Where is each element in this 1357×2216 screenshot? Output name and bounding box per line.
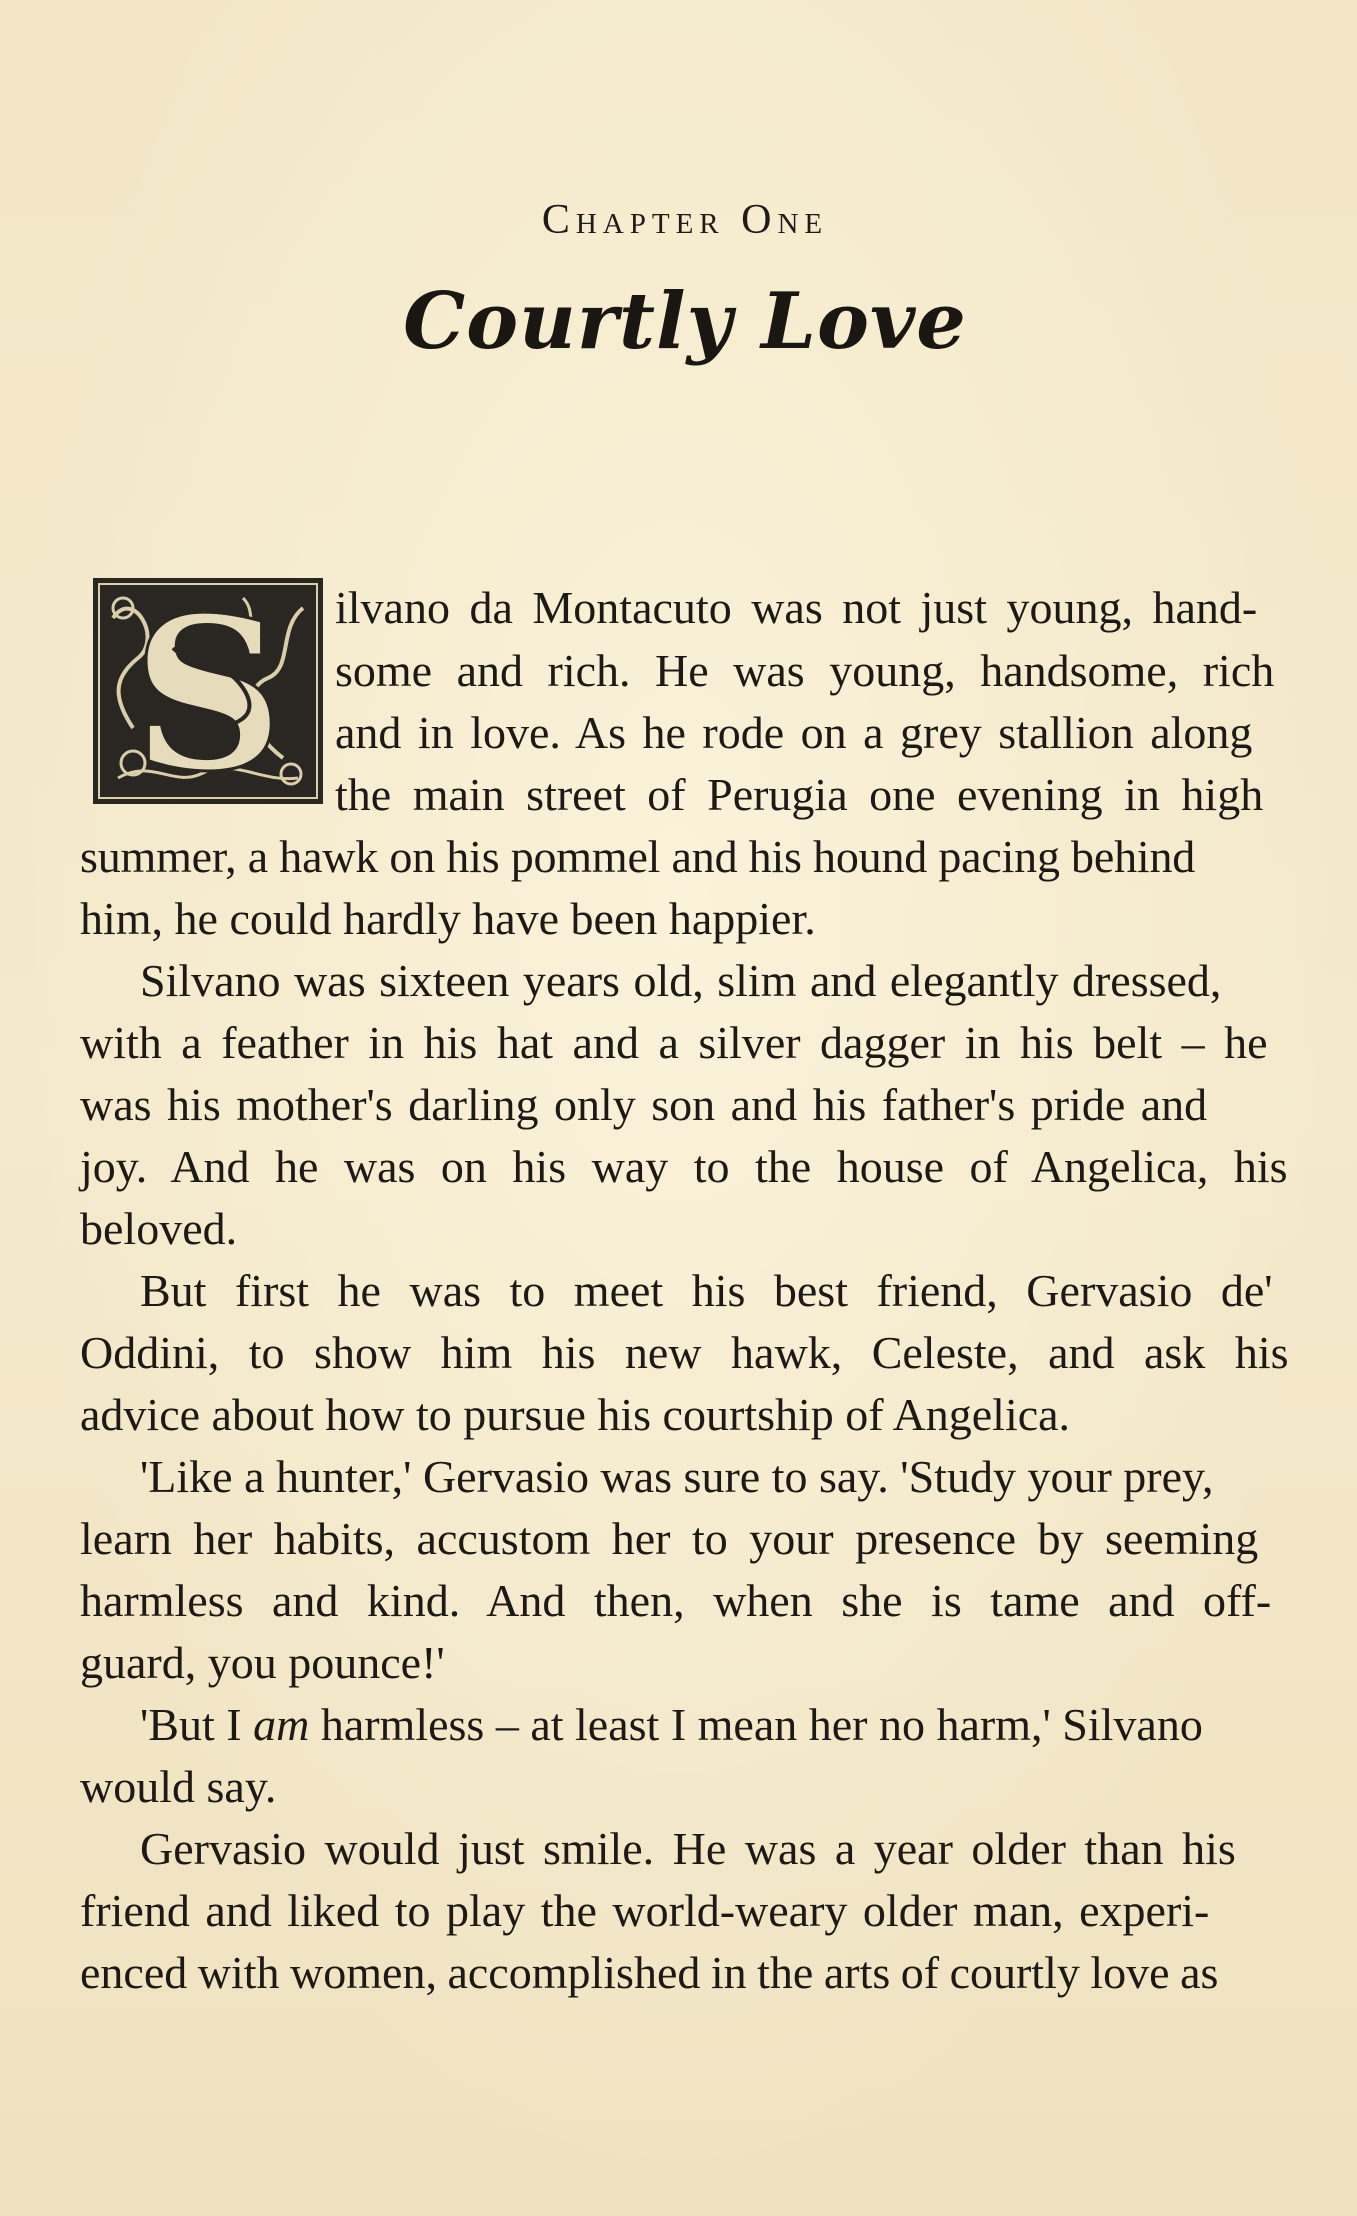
- text-line-3: and in love. As he rode on a grey stallion along: [335, 707, 1253, 758]
- text-line-14: advice about how to pursue his courtship of Angelica.: [80, 1389, 1071, 1440]
- chapter-label: Chapter One: [541, 197, 829, 243]
- text-line-19-start: 'But I: [140, 1699, 254, 1750]
- text-line-5: summer, a hawk on his pommel and his hound pacing behind: [80, 831, 1196, 882]
- text-line-7: Silvano was sixteen years old, slim and elegantly dressed,: [140, 955, 1222, 1006]
- dropcap-letter: S: [132, 578, 284, 804]
- text-line-1: ilvano da Montacuto was not just young, hand-: [335, 582, 1258, 633]
- text-line-23: enced with women, accomplished in the arts of courtly love as: [80, 1947, 1219, 1998]
- illuminated-initial-s-icon: [93, 578, 323, 804]
- text-line-21: Gervasio would just smile. He was a year older than his: [140, 1823, 1236, 1874]
- text-line-19-emphasis: am: [253, 1699, 310, 1750]
- text-line-4: the main street of Perugia one evening in high: [335, 769, 1264, 820]
- chapter-title: Courtly Love: [403, 276, 967, 367]
- text-line-2: some and rich. He was young, handsome, rich: [335, 645, 1275, 696]
- text-line-9: was his mother's darling only son and his father's pride and: [80, 1079, 1208, 1130]
- text-line-12: But first he was to meet his best friend, Gervasio de': [140, 1265, 1273, 1316]
- text-line-18: guard, you pounce!': [80, 1637, 445, 1688]
- text-line-11: beloved.: [80, 1203, 238, 1254]
- text-line-15: 'Like a hunter,' Gervasio was sure to say. 'Study your prey,: [140, 1451, 1214, 1502]
- text-line-20: would say.: [80, 1761, 277, 1812]
- text-line-6: him, he could hardly have been happier.: [80, 893, 816, 944]
- text-line-19: [140, 1699, 1203, 1750]
- text-line-17: harmless and kind. And then, when she is tame and off-: [80, 1575, 1272, 1626]
- text-line-8: with a feather in his hat and a silver dagger in his belt – he: [80, 1017, 1268, 1068]
- text-line-13: Oddini, to show him his new hawk, Celeste, and ask his: [80, 1327, 1289, 1378]
- text-line-22: friend and liked to play the world-weary older man, experi-: [80, 1885, 1210, 1936]
- text-line-10: joy. And he was on his way to the house of Angelica, his: [80, 1141, 1288, 1192]
- text-line-16: learn her habits, accustom her to your presence by seeming: [80, 1513, 1259, 1564]
- text-line-19-end: harmless – at least I mean her no harm,' Silvano: [309, 1699, 1203, 1750]
